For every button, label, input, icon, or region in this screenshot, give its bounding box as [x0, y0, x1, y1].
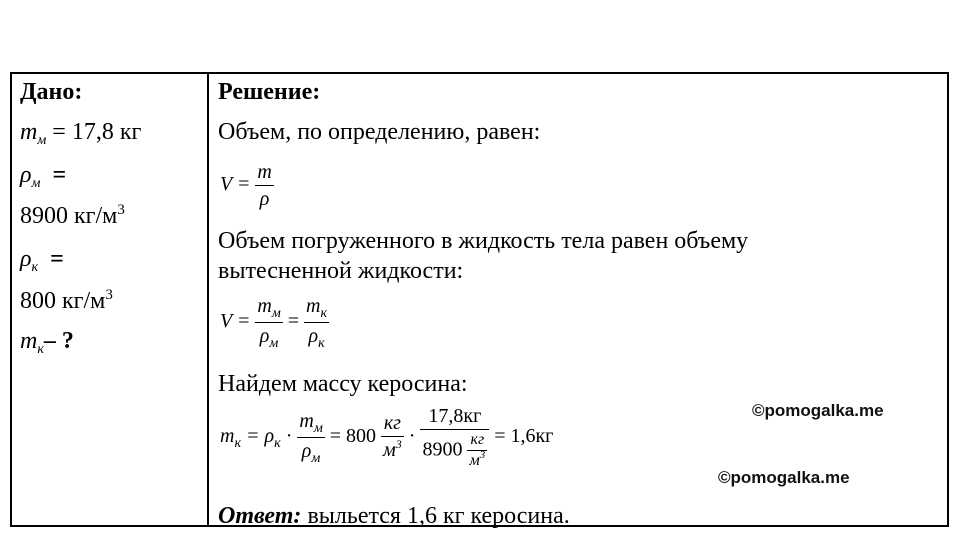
solution-line-1: Объем, по определению, равен: [218, 119, 541, 145]
given-density-metal-value: 8900 $кг/м^3$ [20, 202, 125, 229]
solution-header: Решение: [218, 79, 321, 105]
formula-volume-displaced: V = $\frac{m_м}{\rho_м}$ = $\frac{m_к}{\rho_к}$ [220, 295, 328, 351]
column-divider [207, 74, 209, 525]
watermark-2: ©pomogalka.me [718, 468, 850, 487]
watermark-1: ©pomogalka.me [752, 401, 884, 420]
given-density-metal: $\rho_м$ = [20, 162, 67, 191]
solution-line-2b: вытесненной жидкости: [218, 258, 464, 284]
formula-kerosene-mass: $m_к = \rho_к$ · $\frac{m_м}{\rho_м}$ = 800 $\frac{кг}{м^3}$ · 17,8кг 8900 $\frac{кг}{м^3}$ = 1,6кг [220, 405, 554, 469]
answer-line: Ответ: выльется 1,6 кг керосина. [218, 503, 570, 529]
given-density-kerosene: $\rho_к$ = [20, 246, 64, 275]
formula-volume: V = $\frac{m}{\rho}$ [220, 160, 272, 210]
solution-line-3: Найдем массу керосина: [218, 371, 468, 397]
given-header: Дано: [20, 79, 83, 105]
given-density-kerosene-value: 800 $кг/м^3$ [20, 287, 113, 314]
problem-table [10, 72, 949, 527]
given-find-mass: $m_к-$ ? [20, 328, 74, 357]
fraction-m-over-rho: $\frac{m}{\rho}$ [257, 160, 272, 210]
given-mass-metal: $m_м = 17,8$ кг [20, 119, 142, 148]
solution-line-2a: Объем погруженного в жидкость тела равен объему [218, 228, 749, 254]
